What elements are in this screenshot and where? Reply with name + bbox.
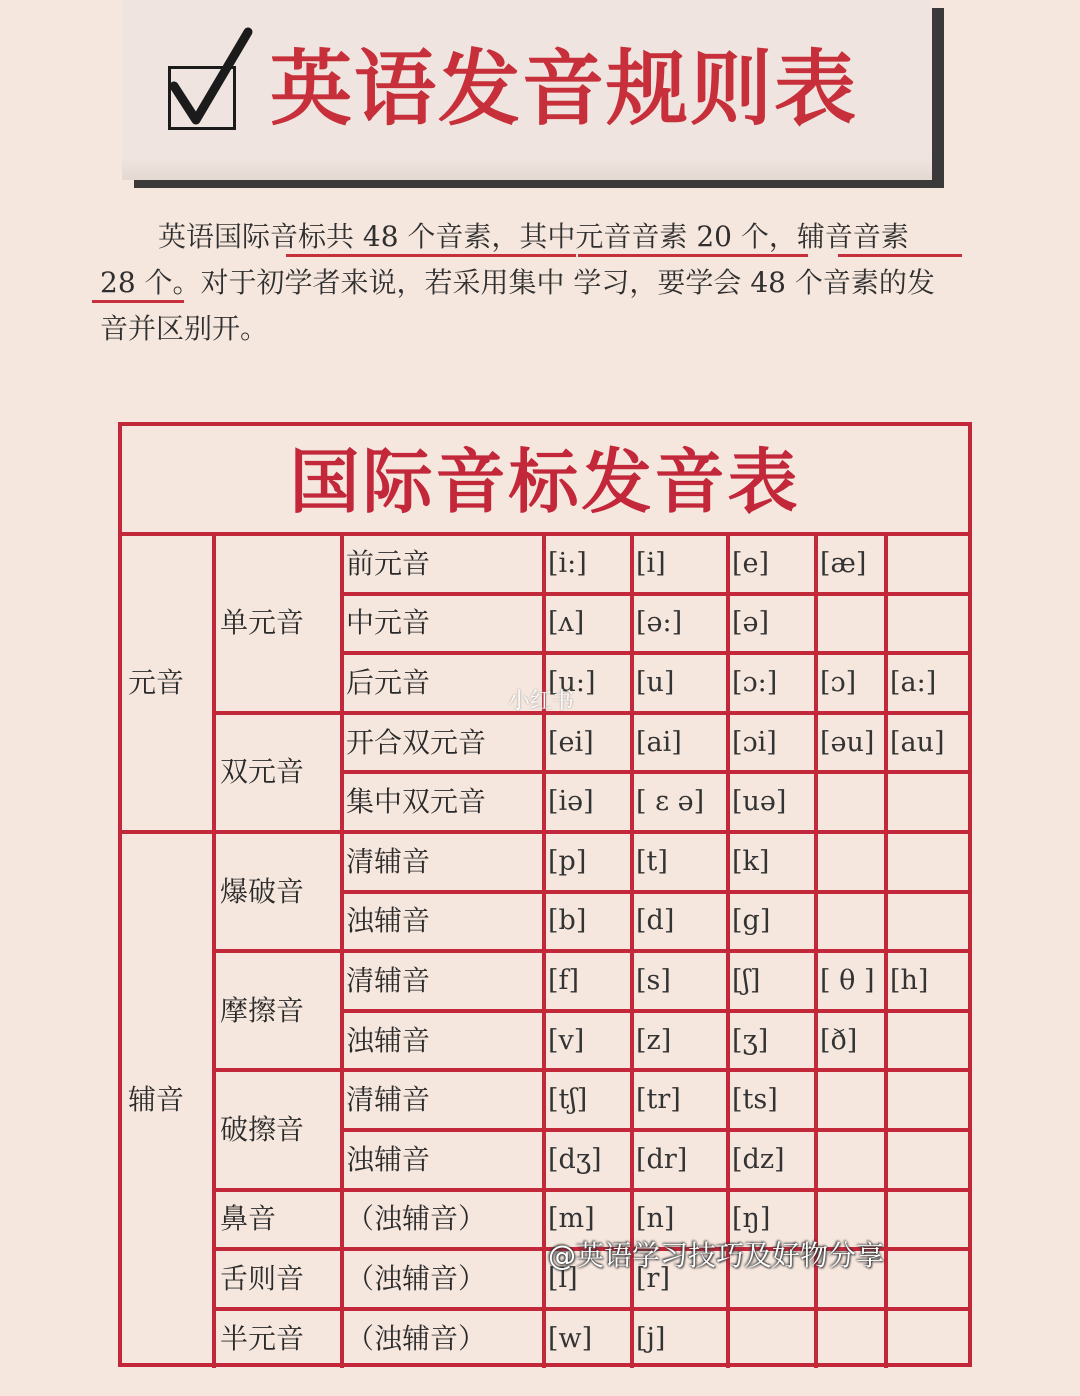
ipa-symbol: [tʃ] bbox=[548, 1084, 588, 1116]
table-row-divider bbox=[342, 592, 968, 596]
group-label: 鼻音 bbox=[220, 1202, 277, 1236]
ipa-symbol: [l] bbox=[548, 1263, 578, 1294]
ipa-symbol: [ð] bbox=[820, 1024, 858, 1056]
intro-line-3: 音并区别开。 bbox=[100, 312, 269, 345]
table-row-divider bbox=[214, 711, 968, 715]
ipa-symbol: [ai] bbox=[636, 726, 682, 758]
ipa-symbol: [i] bbox=[636, 547, 666, 579]
group-label: 双元音 bbox=[220, 755, 305, 789]
ipa-symbol: [ʌ] bbox=[548, 607, 585, 639]
ipa-symbol: [ə:] bbox=[636, 607, 683, 639]
ipa-symbol: [ei] bbox=[548, 726, 594, 758]
ipa-symbol: [j] bbox=[636, 1322, 666, 1354]
ipa-symbol: [ θ ] bbox=[820, 965, 875, 996]
ipa-symbol: [g] bbox=[732, 905, 771, 937]
ipa-symbol: [ʒ] bbox=[732, 1024, 769, 1056]
row-sublabel: 开合双元音 bbox=[346, 725, 487, 759]
ipa-symbol: [z] bbox=[636, 1024, 672, 1056]
ipa-symbol: [æ] bbox=[820, 547, 867, 579]
underline-2 bbox=[578, 254, 808, 257]
ipa-symbol: [t] bbox=[636, 845, 668, 877]
ipa-symbol: [u] bbox=[636, 667, 675, 698]
table-row-divider bbox=[214, 1068, 968, 1072]
table-row-divider bbox=[214, 1188, 968, 1192]
watermark-author: @英语学习技巧及好物分享 bbox=[548, 1239, 885, 1272]
ipa-symbol: [dʒ] bbox=[548, 1143, 602, 1175]
table-row-divider bbox=[214, 1307, 968, 1311]
row-sublabel: 浊辅音 bbox=[346, 1023, 431, 1057]
row-sublabel: 清辅音 bbox=[346, 844, 431, 878]
row-sublabel: 后元音 bbox=[346, 666, 431, 699]
row-sublabel: 中元音 bbox=[346, 606, 431, 640]
underline-1 bbox=[286, 254, 576, 257]
ipa-symbol: [dz] bbox=[732, 1143, 785, 1175]
category-label: 辅音 bbox=[128, 1083, 185, 1117]
ipa-symbol: [au] bbox=[890, 726, 945, 758]
row-sublabel: 清辅音 bbox=[346, 964, 431, 997]
ipa-symbol: [ŋ] bbox=[732, 1203, 771, 1235]
ipa-symbol: [ts] bbox=[732, 1084, 778, 1116]
ipa-symbol: [v] bbox=[548, 1024, 585, 1056]
group-label: 破擦音 bbox=[220, 1113, 305, 1146]
ipa-symbol: [dr] bbox=[636, 1143, 688, 1175]
ipa-symbol: [ʃ] bbox=[732, 965, 761, 996]
ipa-table bbox=[118, 422, 972, 1367]
ipa-symbol: [iə] bbox=[548, 786, 594, 818]
row-sublabel: 浊辅音 bbox=[346, 1142, 431, 1176]
underline-4 bbox=[92, 300, 184, 303]
ipa-symbol: [d] bbox=[636, 905, 675, 937]
ipa-symbol: [ɔi] bbox=[732, 726, 777, 758]
row-sublabel: 集中双元音 bbox=[346, 785, 487, 819]
table-row-divider bbox=[342, 1128, 968, 1132]
table-row-divider bbox=[342, 651, 968, 655]
page-title: 英语发音规则表 bbox=[270, 42, 859, 137]
ipa-symbol: [ɔ] bbox=[820, 667, 857, 698]
ipa-symbol: [f] bbox=[548, 965, 580, 996]
row-sublabel: 浊辅音 bbox=[346, 904, 431, 938]
group-label: 半元音 bbox=[220, 1321, 305, 1355]
row-sublabel: 前元音 bbox=[346, 546, 431, 580]
table-title: 国际音标发音表 bbox=[289, 441, 801, 523]
category-label: 元音 bbox=[128, 666, 185, 699]
ipa-symbol: [h] bbox=[890, 965, 929, 996]
checkbox-checked-icon bbox=[152, 24, 262, 134]
ipa-symbol: [ ε ə] bbox=[636, 786, 705, 818]
table-row-divider bbox=[342, 890, 968, 894]
table-row-divider bbox=[214, 949, 968, 953]
ipa-symbol: [əu] bbox=[820, 726, 875, 758]
ipa-symbol: [b] bbox=[548, 905, 587, 937]
ipa-symbol: [e] bbox=[732, 547, 770, 579]
watermark-mid: 小红书 bbox=[508, 689, 575, 714]
table-row-divider bbox=[342, 1009, 968, 1013]
ipa-symbol: [k] bbox=[732, 845, 770, 877]
ipa-symbol: [a:] bbox=[890, 667, 937, 698]
group-label: 摩擦音 bbox=[220, 993, 305, 1027]
intro-line-2: 28 个。对于初学者来说，若采用集中 学习，要学会 48 个音素的发 bbox=[100, 266, 935, 299]
table-row-divider bbox=[122, 830, 968, 834]
row-sublabel: 清辅音 bbox=[346, 1083, 431, 1117]
table-row-divider bbox=[342, 770, 968, 774]
intro-line-1: 英语国际音标共 48 个音素，其中元音音素 20 个，辅音音素 bbox=[158, 220, 909, 253]
ipa-symbol: [u:] bbox=[548, 667, 596, 698]
ipa-symbol: [m] bbox=[548, 1203, 595, 1235]
row-sublabel: （浊辅音） bbox=[346, 1262, 487, 1295]
ipa-symbol: [i:] bbox=[548, 547, 587, 579]
ipa-symbol: [n] bbox=[636, 1203, 675, 1235]
underline-3 bbox=[838, 254, 962, 257]
ipa-symbol: [p] bbox=[548, 845, 587, 877]
ipa-symbol: [ə] bbox=[732, 607, 770, 639]
ipa-symbol: [uə] bbox=[732, 786, 787, 818]
ipa-symbol: [s] bbox=[636, 965, 671, 996]
group-label: 单元音 bbox=[220, 606, 305, 640]
group-label: 爆破音 bbox=[220, 874, 305, 908]
ipa-symbol: [r] bbox=[636, 1263, 670, 1294]
ipa-symbol: [w] bbox=[548, 1322, 593, 1354]
ipa-symbol: [ɔ:] bbox=[732, 667, 778, 698]
group-label: 舌则音 bbox=[220, 1262, 305, 1295]
row-sublabel: （浊辅音） bbox=[346, 1202, 487, 1236]
ipa-symbol: [tr] bbox=[636, 1084, 681, 1116]
row-sublabel: （浊辅音） bbox=[346, 1321, 487, 1355]
